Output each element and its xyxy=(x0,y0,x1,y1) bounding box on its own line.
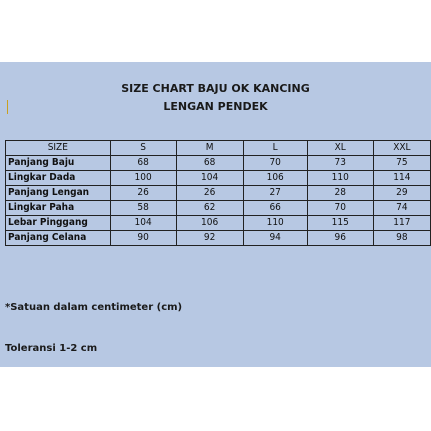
row-label: Lingkar Paha xyxy=(6,201,111,216)
table-cell: 96 xyxy=(307,231,373,246)
table-row xyxy=(6,231,431,246)
table-cell: 26 xyxy=(176,186,243,201)
table-row xyxy=(6,156,431,171)
table-header-row xyxy=(6,141,431,156)
row-label: Panjang Baju xyxy=(6,156,111,171)
table-cell: 62 xyxy=(176,201,243,216)
table-row xyxy=(6,186,431,201)
table-cell: 75 xyxy=(373,156,430,171)
table-cell: 94 xyxy=(243,231,307,246)
row-label: Lebar Pinggang xyxy=(6,216,111,231)
table-cell: 100 xyxy=(110,171,176,186)
table-cell: 110 xyxy=(243,216,307,231)
table-cell: 70 xyxy=(307,201,373,216)
row-label: Panjang Lengan xyxy=(6,186,111,201)
table-cell: 27 xyxy=(243,186,307,201)
table-cell: 106 xyxy=(176,216,243,231)
size-table xyxy=(5,140,431,246)
header-s: S xyxy=(110,141,176,156)
row-label: Panjang Celana xyxy=(6,231,111,246)
table-cell: 90 xyxy=(110,231,176,246)
header-l: L xyxy=(243,141,307,156)
table-row xyxy=(6,201,431,216)
unit-note: *Satuan dalam centimeter (cm) xyxy=(5,302,183,313)
chart-subtitle: LENGAN PENDEK xyxy=(163,100,268,113)
table-cell: 92 xyxy=(176,231,243,246)
table-cell: 66 xyxy=(243,201,307,216)
table-cell: 70 xyxy=(243,156,307,171)
header-xl: XL xyxy=(307,141,373,156)
table-cell: 104 xyxy=(110,216,176,231)
table-cell: 110 xyxy=(307,171,373,186)
chart-title: SIZE CHART BAJU OK KANCING xyxy=(121,82,310,95)
header-xxl: XXL xyxy=(373,141,430,156)
table-cell: 68 xyxy=(110,156,176,171)
table-cell: 29 xyxy=(373,186,430,201)
table-row xyxy=(6,216,431,231)
table-cell: 58 xyxy=(110,201,176,216)
table-cell: 114 xyxy=(373,171,430,186)
header-size: SIZE xyxy=(6,141,111,156)
tolerance-note: Toleransi 1-2 cm xyxy=(5,343,98,354)
table-cell: 68 xyxy=(176,156,243,171)
table-cell: 104 xyxy=(176,171,243,186)
table-cell: 26 xyxy=(110,186,176,201)
table-cell: 106 xyxy=(243,171,307,186)
table-cell: 28 xyxy=(307,186,373,201)
row-label: Lingkar Dada xyxy=(6,171,111,186)
table-cell: 115 xyxy=(307,216,373,231)
table-cell: 74 xyxy=(373,201,430,216)
table-row xyxy=(6,171,431,186)
table-cell: 73 xyxy=(307,156,373,171)
table-cell: 117 xyxy=(373,216,430,231)
header-m: M xyxy=(176,141,243,156)
table-cell: 98 xyxy=(373,231,430,246)
